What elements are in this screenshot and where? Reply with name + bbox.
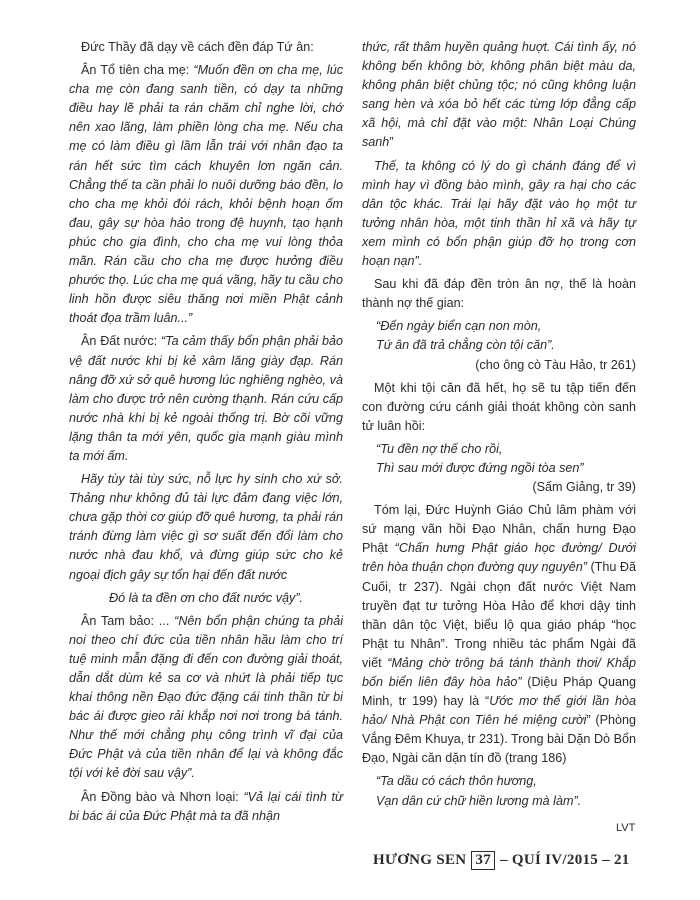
quote-text: “Ta cảm thấy bổn phận phải bảo vệ đất nước khi bị kẻ xâm lăng giày đạp. Rán nâng đỡ xứ sở quê hương lúc nghiêng nghèo, và làm cho được trở nên cường thạnh. Rán cứu cấp nước nhà khi bị kẻ ngoài thống trị. Bờ cõi vững lặng thân ta mới yên, quốc gia mạnh giàu mình ta mới ấm. [69, 334, 343, 463]
body-text: (Diệu Pháp Quang Minh, tr 199) hay là “ [362, 675, 636, 709]
right-column [362, 38, 636, 811]
paragraph-country-end: Đó là ta đền ơn cho đất nước vậy”. [108, 590, 304, 605]
poem-line: Vạn dân cứ chữ hiền lương mà làm”. [376, 793, 582, 808]
quote-text: “Nên bổn phận chúng ta phải noi theo chí đức của tiền nhân hầu làm cho trí tuệ minh mẫn đặng đi đến con đường giải thoát, dẫn dắt dùm kẻ sa cơ và nhứt là phải tiếp tục khai thông nền Đạo đức đặng cái tinh thần từ bi bác ái được gieo rải khắp nơi nơi trong bá tánh. Như thế mới chẳng phụ công trình vĩ đại của Đức Phật và của tiền nhân để lại và không đắc tội với kẻ đời sau vậy”. [69, 613, 343, 781]
paragraph-three-jewels [69, 612, 343, 784]
paragraph-country [69, 332, 343, 466]
lead-text: Ân Tam bảo: ... [81, 613, 175, 628]
poem-line: “Tu đền nợ thế cho rồi, [376, 441, 503, 456]
paragraph-intro: Đức Thầy đã dạy về cách đền đáp Tứ ân: [81, 40, 314, 54]
body-text: ” (Phòng Vắng Đêm Khuya, tr 231). Trong bài Dặn Dò Bổn Đạo, Ngài căn dặn tín đồ (trang 186) [362, 713, 636, 766]
lead-text: Ân Tổ tiên cha mẹ: [81, 63, 194, 78]
page-footer [373, 851, 630, 870]
poem-line: Thì sau mới được đứng ngồi tòa sen” [376, 460, 584, 475]
body-text: Tóm lại, Đức Huỳnh Giáo Chủ lâm phàm với sứ mạng vãn hồi Đạo Nhân, chấn hưng Đạo Phật [362, 503, 636, 556]
paragraph-harmony: Thế, ta không có lý do gì chánh đáng để vì mình hay vì đồng bào mình, gây ra hại cho các dân tộc khác. Trái lại hãy đặt vào họ một tư tưởng nhân hòa, một tinh thần hỉ xã và hãy tự xem mình có bổn phận giúp đỡ họ trong cơn hoạn nạn”. [362, 158, 636, 269]
citation: (Sấm Giảng, tr 39) [532, 480, 636, 495]
lead-text: Ân Đồng bào và Nhơn loại: [81, 789, 244, 804]
quote-text: Ước mơ thế giới lần hòa hảo/ Nhà Phật con Tiên hé miệng cười [362, 694, 636, 728]
issue-label: – QUÍ IV/2015 – 21 [500, 852, 630, 868]
quote-text: “Chấn hưng Phật giáo học đường/ Dưới trên hòa thuận chọn đường quy nguyên” [362, 541, 637, 575]
paragraph-humanity-cont [362, 38, 636, 153]
magazine-title: HƯƠNG SEN [373, 852, 467, 868]
lead-text: Ân Đất nước: [81, 334, 161, 349]
quote-text: “Mảng chờ trông bá tánh thành thơi/ Khắp bốn biển liên đây hòa hảo” [362, 655, 636, 689]
paragraph-humanity [69, 788, 343, 826]
paragraph-country-cont: Hãy tùy tài tùy sức, nỗ lực hy sinh cho xứ sở. Thảng như không đủ tài lực đảm đang việc lớn, chưa gặp thời cơ giúp đỡ quê hương, ta phải rán tránh đừng làm việc gì sơ suất đến đổi làm cho nước nhà đau khổ, và đừng giúp sức cho kẻ ngoại địch gây sự tổn hại đến đất nước [69, 472, 343, 582]
page-number: 37 [471, 851, 495, 870]
quote-text: thức, rất thâm huyền quảng huợt. Cái tình ấy, nó không bến không bờ, không phân biệt màu da, không phân biệt chủng tộc; nó cũng không luận sang hèn và xóa bỏ hết các từng lớp đẳng cấp xã hội, mà chỉ đặt vào một: Nhân Loại Chúng sanh [362, 40, 636, 150]
quote-text: “Muốn đền ơn cha mẹ, lúc cha mẹ còn đang sanh tiền, có dạy ta những điều hay lẽ phải ta rán chăm chỉ nghe lời, chớ nên xao lãng, làm phiền lòng cha mẹ. Nếu cha mẹ có làm điều gì lầm lẫn trái với nhân đạo ta rán hết sức tìm cách khuyên lơn ngăn cản. Chẳng thế ta cần phải lo nuôi dưỡng báo đền, lo cho cha mẹ khỏi đói rách, khỏi bệnh hoạn ốm đau, gây sự hòa hảo trong đệ huynh, tạo hạnh phúc cho gia đình, cho cha mẹ vui lòng thỏa mãn. Rán cầu cho cha mẹ được hưởng điều phước thọ. Lúc cha mẹ quá vãng, hãy tu cầu cho linh hồn được siêu thăng nơi miền Phật cảnh thoát đọa trầm luân...” [69, 63, 343, 326]
left-column [69, 38, 343, 830]
poem-line: “Ta dầu có cách thôn hương, [376, 774, 537, 789]
quote-text: “Vả lại cái tình từ bi bác ái của Đức Phật mà ta đã nhận [69, 789, 343, 823]
paragraph-debt: Sau khi đã đáp đền tròn ân nợ, thế là hoàn thành nợ thế gian: [362, 277, 636, 311]
poem-line: “Đến ngày biển cạn non mòn, [376, 319, 542, 334]
citation: (cho ông cò Tàu Hảo, tr 261) [475, 357, 636, 372]
paragraph-summary [362, 501, 636, 768]
paragraph-ancestors [69, 61, 343, 328]
paragraph-liberation: Một khi tội căn đã hết, họ sẽ tu tập tiến đến con đường cứu cánh giải thoát không còn sanh tử luân hồi: [362, 380, 636, 433]
author-signature: LVT [616, 822, 636, 834]
quote-end: ” [389, 135, 394, 150]
poem-line: Tứ ân đã trả chẳng còn tội căn”. [376, 338, 555, 353]
body-text: (Thu Đã Cuối, tr 237). Ngài chọn đất nước Việt Nam truyền đạt tư tưởng Hòa Hảo để khơi dậy tinh thần dân tộc Việt, biểu lộ qua giáo pháp “học Phật tu Nhân”. Trong nhiều tác phẩm Ngài đã viết [362, 560, 636, 670]
